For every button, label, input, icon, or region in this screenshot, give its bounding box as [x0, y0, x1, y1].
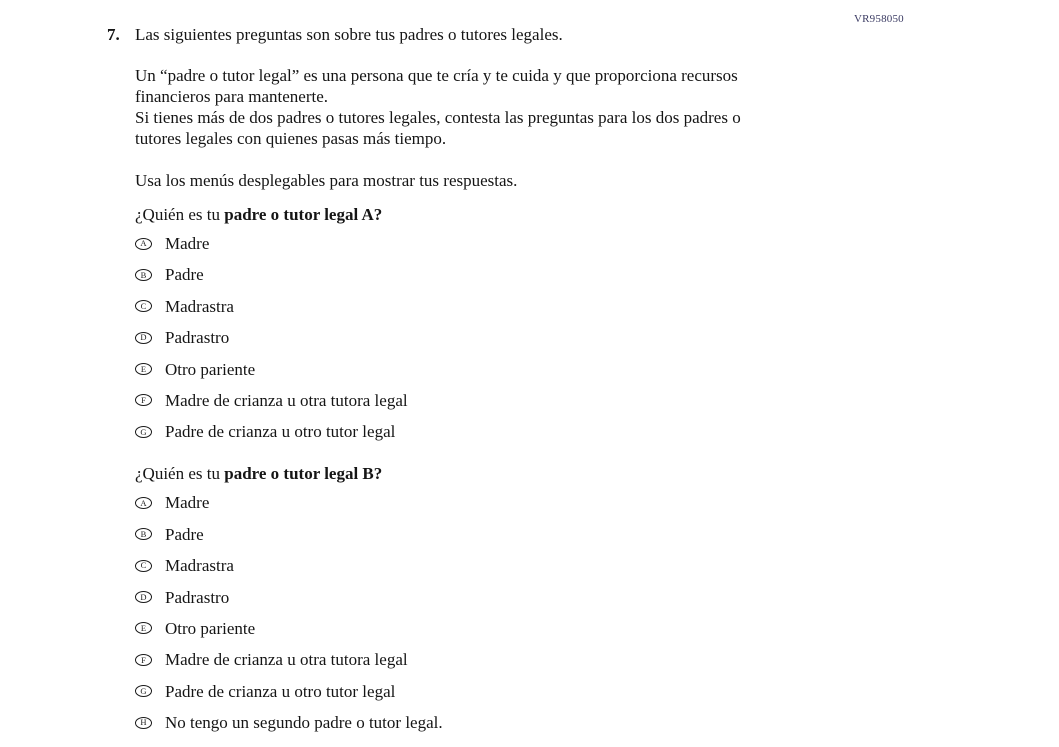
option-label: Madrastra	[165, 556, 234, 576]
option-label: Madre	[165, 234, 210, 253]
answer-bubble-icon[interactable]: G	[135, 685, 152, 697]
question-block	[107, 24, 867, 743]
part-b-prompt-prefix: ¿Quién es tu	[135, 464, 220, 484]
answer-bubble-icon[interactable]: E	[135, 622, 152, 634]
part-b-options	[135, 492, 867, 733]
part-a-prompt-bold: padre o tutor legal A?	[224, 205, 383, 224]
option-row-b-padre[interactable]	[135, 524, 867, 545]
part-a-options	[135, 233, 867, 442]
option-row-a-madre[interactable]	[135, 233, 867, 254]
answer-bubble-icon[interactable]: F	[135, 654, 152, 666]
option-label: Padrastro	[165, 328, 230, 348]
option-label: Madrastra	[165, 296, 234, 316]
option-row-b-madrastra[interactable]	[135, 555, 867, 576]
part-b-prompt-bold: padre o tutor legal B?	[224, 464, 383, 484]
answer-bubble-icon[interactable]: D	[135, 591, 152, 603]
answer-bubble-icon[interactable]: E	[135, 363, 152, 375]
answer-bubble-icon[interactable]: C	[135, 560, 152, 572]
option-row-b-padrastro[interactable]	[135, 587, 867, 608]
option-row-a-padre-crianza[interactable]	[135, 421, 867, 442]
instruction-line-1: Si tienes más de dos padres o tutores legales, contesta las preguntas para los dos padres o	[135, 108, 741, 127]
answer-bubble-icon[interactable]: G	[135, 426, 152, 438]
option-label: Padrastro	[165, 587, 230, 607]
definition-line-2: financieros para mantenerte.	[135, 87, 329, 106]
option-row-a-padrastro[interactable]	[135, 327, 867, 348]
question-intro-row	[107, 24, 867, 45]
definition-line-1: Un “padre o tutor legal” es una persona que te cría y te cuida y que proporciona recursos	[135, 66, 738, 85]
answer-bubble-icon[interactable]: D	[135, 332, 152, 344]
part-a-prompt	[135, 204, 867, 225]
option-label: Otro pariente	[165, 618, 256, 638]
answer-bubble-icon[interactable]: B	[135, 528, 152, 540]
option-label: Otro pariente	[165, 359, 256, 379]
option-row-a-padre[interactable]	[135, 264, 867, 285]
answer-bubble-icon[interactable]: F	[135, 394, 152, 406]
answer-bubble-icon[interactable]: B	[135, 269, 152, 281]
dropdown-hint: Usa los menús desplegables para mostrar tus respuestas.	[135, 171, 518, 190]
answer-bubble-icon[interactable]: H	[135, 717, 152, 729]
option-row-b-padre-crianza[interactable]	[135, 681, 867, 702]
option-row-a-otro-pariente[interactable]	[135, 359, 867, 380]
option-label: Padre	[165, 265, 204, 285]
option-row-a-madrastra[interactable]	[135, 296, 867, 317]
answer-bubble-icon[interactable]: A	[135, 497, 152, 509]
option-row-b-madre-crianza[interactable]	[135, 649, 867, 670]
question-intro-text: Las siguientes preguntas son sobre tus padres o tutores legales.	[135, 25, 563, 44]
option-label: Madre de crianza u otra tutora legal	[165, 650, 408, 670]
option-label: Madre de crianza u otra tutora legal	[165, 390, 408, 410]
form-code: VR958050	[854, 13, 904, 25]
answer-bubble-icon[interactable]: A	[135, 238, 152, 250]
option-label: Padre	[165, 524, 204, 544]
option-row-a-madre-crianza[interactable]	[135, 390, 867, 411]
option-row-b-no-segundo[interactable]	[135, 712, 867, 733]
option-row-b-madre[interactable]	[135, 492, 867, 513]
option-label: Padre de crianza u otro tutor legal	[165, 681, 396, 701]
option-row-b-otro-pariente[interactable]	[135, 618, 867, 639]
question-number: 7.	[107, 25, 120, 44]
option-label: Madre	[165, 493, 210, 513]
answer-bubble-icon[interactable]: C	[135, 300, 152, 312]
instruction-line-2: tutores legales con quienes pasas más tiempo.	[135, 129, 447, 148]
option-label: Padre de crianza u otro tutor legal	[165, 422, 396, 442]
option-label: No tengo un segundo padre o tutor legal.	[165, 713, 443, 733]
question-body	[135, 65, 867, 733]
part-b-prompt	[135, 463, 867, 484]
part-a-prompt-prefix: ¿Quién es tu	[135, 205, 220, 224]
